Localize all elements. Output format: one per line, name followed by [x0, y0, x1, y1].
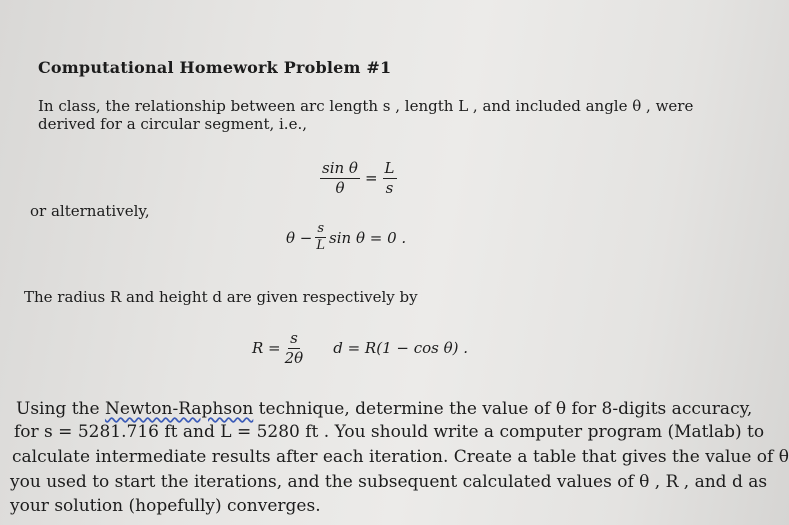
eq1-lhs-numerator: sin θ [322, 159, 358, 177]
eq3-r-lhs: R = [252, 339, 281, 357]
eq1-rhs-numerator: L [384, 159, 395, 177]
para-line-1-b: technique, determine the value of θ for 8-digits accuracy, [253, 399, 753, 419]
eq2-prefix: θ − [286, 228, 313, 247]
eq3-denominator: 2θ [284, 348, 304, 367]
eq2-denominator: L [316, 238, 326, 254]
eq3-d-equation: d = R(1 − cos θ) . [333, 339, 469, 357]
fraction-L-over-s [383, 160, 397, 196]
problem-title: Computational Homework Problem #1 [38, 58, 392, 77]
intro-line-2: derived for a circular segment, i.e., [38, 115, 307, 133]
eq1-lhs-denominator: θ [335, 178, 345, 197]
eq2-numerator: s [315, 222, 326, 238]
para-line-4: you used to start the iterations, and the subsequent calculated values of θ , R , and d as [10, 472, 768, 492]
radius-height-text: The radius R and height d are given respectively by [24, 288, 418, 306]
fraction-s-over-2theta [283, 330, 306, 366]
eq1-rhs-denominator: s [385, 178, 394, 197]
alternatively-label: or alternatively, [30, 202, 150, 220]
para-line-3: calculate intermediate results after each iteration. Create a table that gives the value of θ [12, 447, 789, 467]
equation-3 [252, 330, 468, 366]
para-line-5: your solution (hopefully) converges. [10, 496, 321, 516]
intro-line-1: In class, the relationship between arc length s , length L , and included angle θ , were [38, 97, 694, 115]
fraction-s-over-L [314, 222, 327, 254]
eq3-numerator: s [290, 329, 298, 347]
eq2-suffix: sin θ = 0 . [329, 228, 407, 247]
para-line-1-a: Using the [16, 399, 105, 419]
eq1-equals: = [364, 169, 378, 187]
equation-1 [318, 160, 399, 196]
fraction-sin-theta-over-theta [320, 160, 360, 196]
para-line-2: for s = 5281.716 ft and L = 5280 ft . You should write a computer program (Matlab) to [14, 422, 765, 442]
equation-2 [286, 222, 406, 254]
para-line-1 [16, 399, 752, 419]
newton-raphson-term: Newton-Raphson [104, 399, 254, 419]
